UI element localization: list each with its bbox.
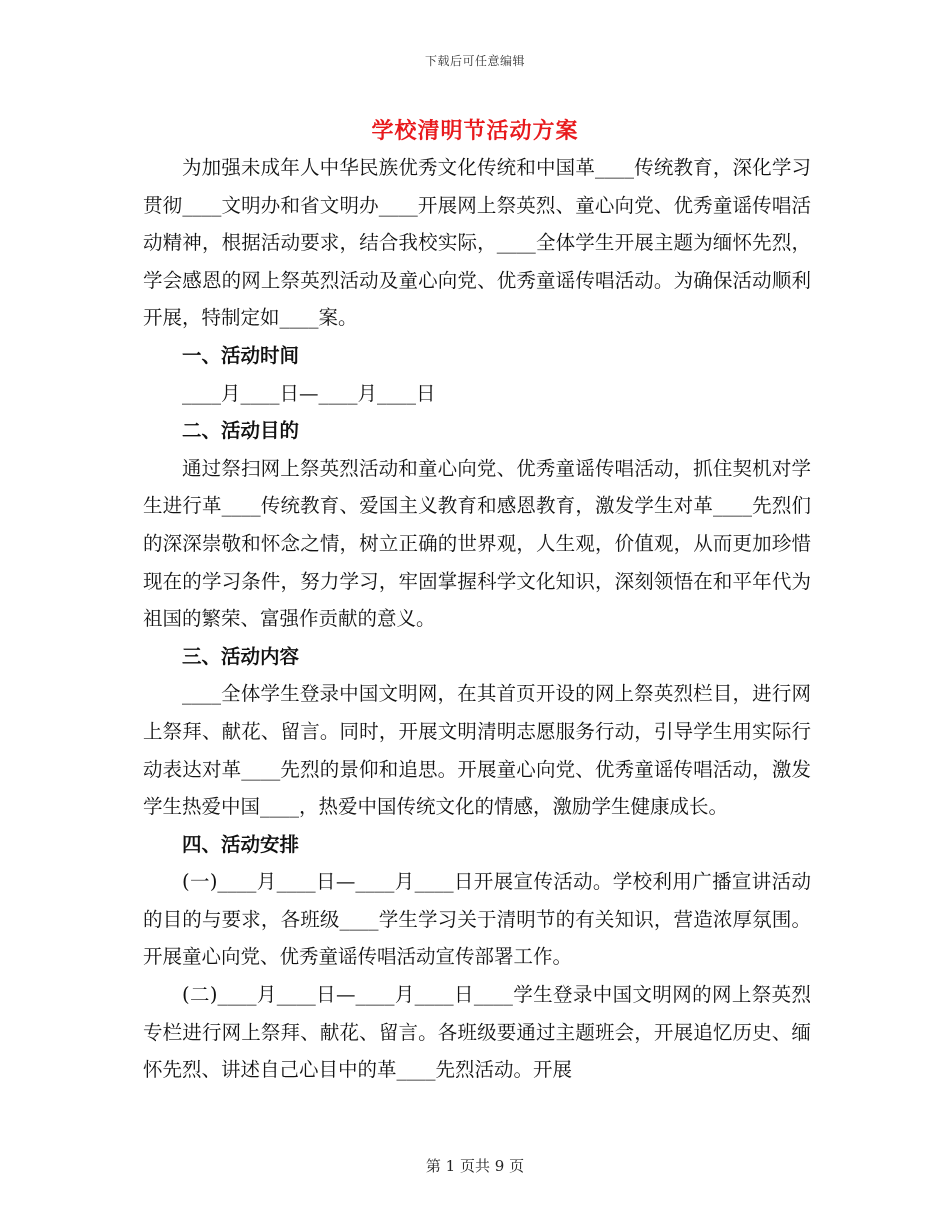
section-heading-content: 三、活动内容 [182,644,300,668]
document-title: 学校清明节活动方案 [371,118,579,144]
section-heading-purpose: 二、活动目的 [182,419,300,443]
page-header-note: 下载后可任意编辑 [424,54,525,68]
section-heading-time: 一、活动时间 [182,343,300,367]
page-number-footer: 第 1 页共 9 页 [425,1157,525,1175]
content-paragraph: ____全体学生登录中国文明网，在其首页开设的网上祭英烈栏目，进行网上祭拜、献花、留言。同时，开展文明清明志愿服务行动，引导学生用实际行动表达对革____先烈的景仰和追思。开展童心向党、优秀童谣传唱活动，激发学生热爱中国____，热爱中国传统文化的情感，激励学生健康成长。 [143,682,811,819]
schedule-item-2: (二)____月____日—____月____日____学生登录中国文明网的网上祭英烈专栏进行网上祭拜、献花、留言。各班级要通过主题班会，开展追忆历史、缅怀先烈、讲述自己心目中的革____先烈活动。开展 [143,983,811,1082]
purpose-paragraph: 通过祭扫网上祭英烈活动和童心向党、优秀童谣传唱活动，抓住契机对学生进行革____传统教育、爱国主义教育和感恩教育，激发学生对革____先烈们的深深崇敬和怀念之情，树立正确的世界观，人生观，价值观，从而更加珍惜现在的学习条件，努力学习，牢固掌握科学文化知识，深刻领悟在和平年代为祖国的繁荣、富强作贡献的意义。 [143,456,811,631]
intro-paragraph: 为加强未成年人中华民族优秀文化传统和中国革____传统教育，深化学习贯彻____文明办和省文明办____开展网上祭英烈、童心向党、优秀童谣传唱活动精神，根据活动要求，结合我校实际，____全体学生开展主题为缅怀先烈，学会感恩的网上祭英烈活动及童心向党、优秀童谣传唱活动。为确保活动顺利开展，特制定如____案。 [143,156,811,330]
document-body [143,149,811,1089]
activity-time-text: ____月____日—____月____日 [182,381,436,405]
schedule-item-1: (一)____月____日—____月____日开展宣传活动。学校利用广播宣讲活动的目的与要求，各班级____学生学习关于清明节的有关知识，营造浓厚氛围。开展童心向党、优秀童谣传唱活动宣传部署工作。 [143,870,811,969]
section-heading-schedule: 四、活动安排 [182,832,300,856]
